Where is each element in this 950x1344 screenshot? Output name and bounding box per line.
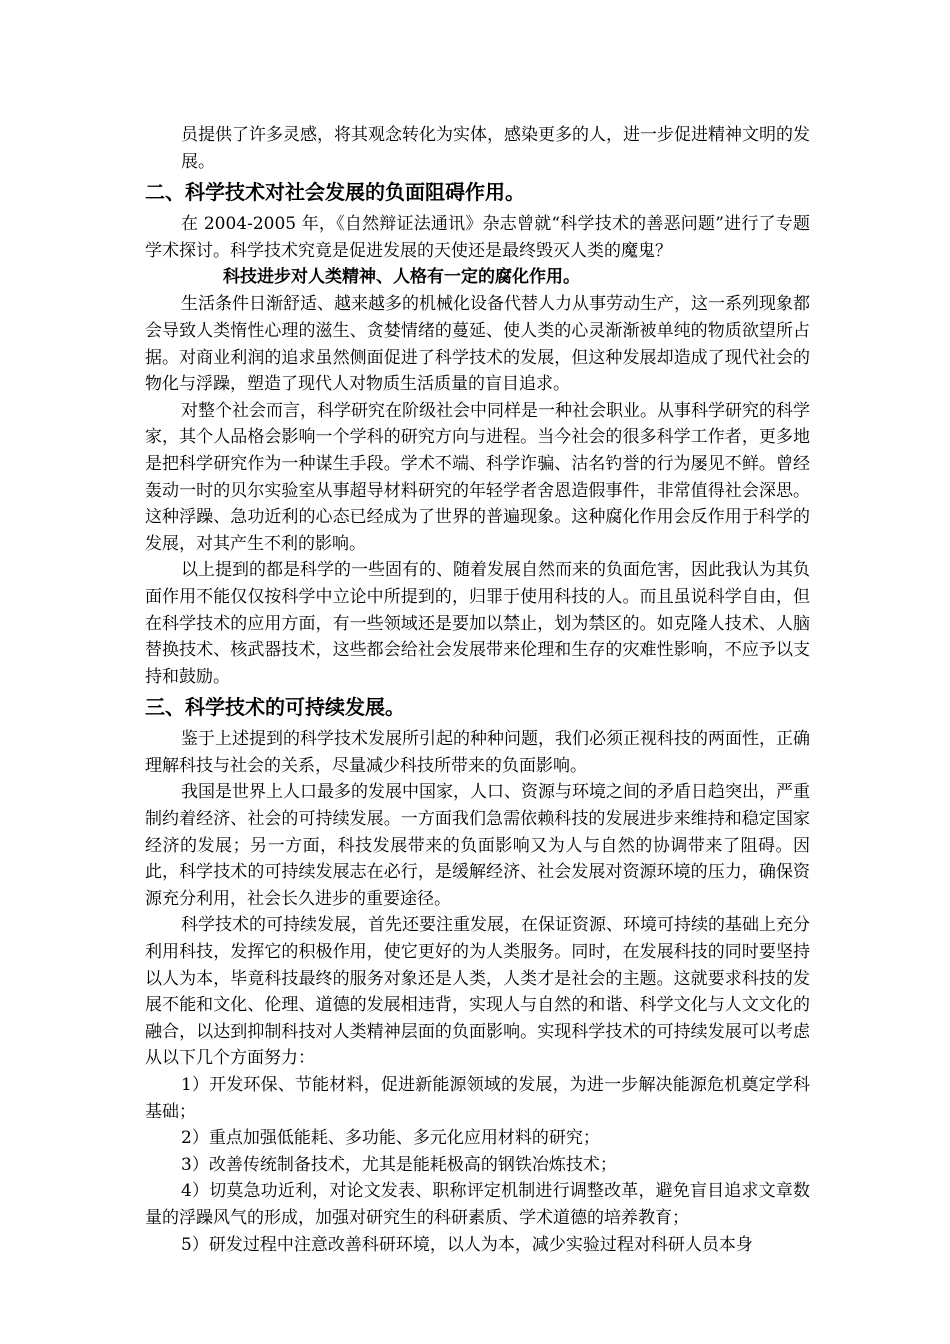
list-item: 5）研发过程中注意改善科研环境，以人为本，减少实验过程对科研人员本身 (181, 1234, 753, 1255)
section-2-intro: 在 2004-2005 年，《自然辩证法通讯》杂志曾就“科学技术的善恶问题”进行了专题学术探讨。科学技术究竟是促进发展的天使还是最终毁灭人类的魔鬼？ (145, 214, 810, 261)
section-3-heading: 三、科学技术的可持续发展。 (145, 695, 405, 720)
section-2-paragraph: 以上提到的都是科学的一些固有的、随着发展自然而来的负面危害，因此我认为其负面作用不能仅仅按科学中立论中所提到的，归罪于使用科技的人。而且虽说科学自由，但在科学技术的应用方面，有一些领域还是要加以禁止，划为禁区的。如克隆人技术、人脑替换技术、核武器技术，这些都会给社会发展带来伦理和生存的灾难性影响，不应予以支持和鼓励。 (145, 560, 810, 687)
list-item: 2）重点加强低能耗、多功能、多元化应用材料的研究； (181, 1128, 600, 1149)
section-2-paragraph: 对整个社会而言，科学研究在阶级社会中同样是一种社会职业。从事科学研究的科学家，其个人品格会影响一个学科的研究方向与进程。当今社会的很多科学工作者，更多地是把科学研究作为一种谋生手段。学术不端、科学诈骗、沽名钓誉的行为屡见不鲜。曾经轰动一时的贝尔实验室从事超导材料研究的年轻学者舍恩造假事件，非常值得社会深思。这种浮躁、急功近利的心态已经成为了世界的普遍现象。这种腐化作用会反作用于科学的发展，对其产生不利的影响。 (145, 400, 810, 554)
section-3-paragraph: 我国是世界上人口最多的发展中国家，人口、资源与环境之间的矛盾日趋突出，严重制约着经济、社会的可持续发展。一方面我们急需依赖科技的发展进步来维持和稳定国家经济的发展；另一方面，科技发展带来的负面影响又为人与自然的协调带来了阻碍。因此，科学技术的可持续发展志在必行，是缓解经济、社会发展对资源环境的压力，确保资源充分利用，社会长久进步的重要途径。 (145, 782, 810, 909)
document-body (145, 122, 810, 1258)
list-item: 3）改善传统制备技术，尤其是能耗极高的钢铁冶炼技术； (181, 1154, 617, 1175)
section-2-subheading: 科技进步对人类精神、人格有一定的腐化作用。 (223, 267, 580, 288)
section-3-paragraph: 科学技术的可持续发展，首先还要注重发展，在保证资源、环境可持续的基础上充分利用科技，发挥它的积极作用，使它更好的为人类服务。同时，在发展科技的同时要坚持以人为本，毕竟科技最终的服务对象还是人类，人类才是社会的主题。这就要求科技的发展不能和文化、伦理、道德的发展相违背，实现人与自然的和谐、科学文化与人文文化的融合，以达到抑制科技对人类精神层面的负面影响。实现科学技术的可持续发展可以考虑从以下几个方面努力： (145, 915, 810, 1069)
list-item: 1）开发环保、节能材料，促进新能源领域的发展，为进一步解决能源危机奠定学科基础； (145, 1075, 810, 1122)
section-2-paragraph: 生活条件日渐舒适、越来越多的机械化设备代替人力从事劳动生产，这一系列现象都会导致人类惰性心理的滋生、贪婪情绪的蔓延、使人类的心灵渐渐被单纯的物质欲望所占据。对商业利润的追求虽然侧面促进了科学技术的发展，但这种发展却造成了现代社会的物化与浮躁，塑造了现代人对物质生活质量的盲目追求。 (145, 294, 810, 395)
section-3-paragraph: 鉴于上述提到的科学技术发展所引起的种种问题，我们必须正视科技的两面性，正确理解科技与社会的关系，尽量减少科技所带来的负面影响。 (145, 729, 810, 776)
continuation-paragraph: 员提供了许多灵感，将其观念转化为实体，感染更多的人，进一步促进精神文明的发展。 (181, 125, 810, 172)
section-2-heading: 二、科学技术对社会发展的负面阻碍作用。 (145, 180, 525, 205)
list-item: 4）切莫急功近利，对论文发表、职称评定机制进行调整改革，避免盲目追求文章数量的浮躁风气的形成，加强对研究生的科研素质、学术道德的培养教育； (145, 1181, 810, 1228)
